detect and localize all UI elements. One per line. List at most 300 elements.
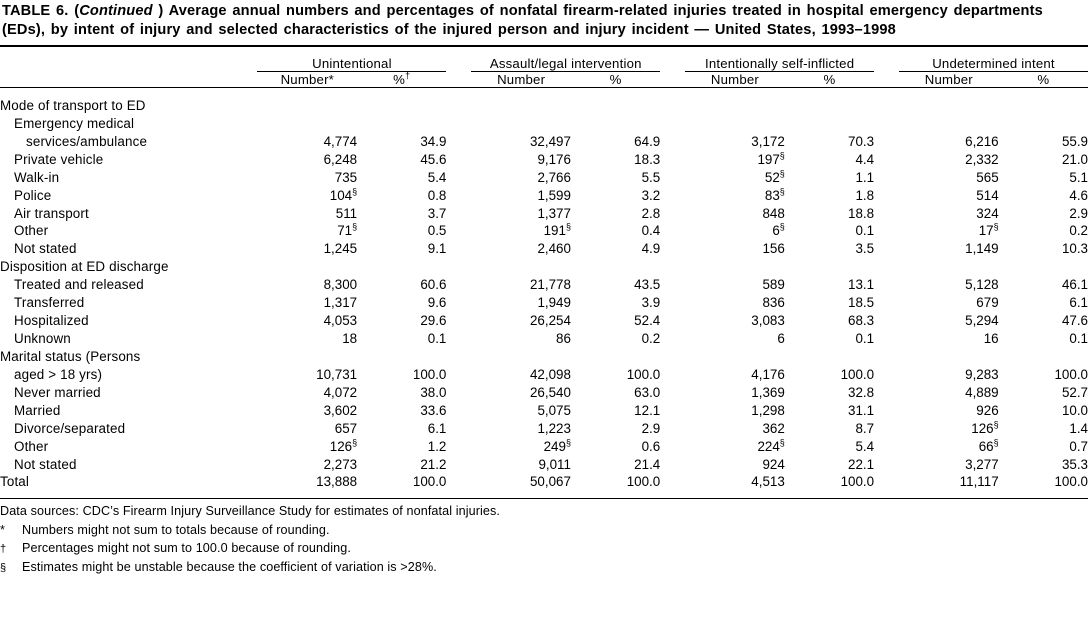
cell-percent-1: 29.6	[420, 313, 447, 329]
row-label: Emergency medical	[14, 115, 135, 131]
group-gap-3	[874, 56, 899, 72]
row-label: Police	[14, 187, 52, 203]
column-gap-1	[446, 133, 471, 151]
cell-percent-1: 38.0	[420, 385, 447, 401]
cell-percent-3: 4.4	[855, 151, 875, 167]
column-gap-3	[874, 420, 899, 438]
cell-number-1: 735	[334, 169, 358, 185]
cell-percent-1: 0.1	[427, 331, 447, 347]
footnote-text: Estimates might be unstable because the coefficient of variation is >28%.	[22, 560, 437, 575]
cell-number-3: 6	[777, 331, 785, 347]
table-row-label-cont	[0, 115, 1088, 133]
cell-number-1: 18	[342, 331, 358, 347]
column-gap-1	[446, 438, 471, 456]
cell-percent-2: 0.4	[641, 223, 661, 239]
column-gap-1	[446, 366, 471, 384]
cell-percent-4: 2.9	[1069, 205, 1088, 221]
column-gap-3	[874, 133, 899, 151]
cell-number-4: 514	[976, 187, 999, 203]
cell-number-2: 86	[556, 331, 571, 347]
cell-percent-3: 100.0	[840, 367, 875, 383]
total-label: Total	[0, 473, 30, 489]
column-gap-1	[446, 294, 471, 312]
cell-number-2: 26,254	[529, 313, 571, 329]
footnote-text: Percentages might not sum to 100.0 because of rounding.	[22, 541, 351, 556]
column-gap-1	[446, 276, 471, 294]
cell-number-3: 156	[762, 241, 785, 257]
cell-percent-3: 18.5	[848, 295, 875, 311]
cell-percent-2: 3.9	[641, 295, 661, 311]
cell-percent-2: 0.2	[641, 331, 661, 347]
cell-number-3: 197§	[757, 150, 785, 167]
column-gap-1	[446, 456, 471, 474]
row-label: Married	[14, 403, 61, 419]
column-gap-1	[446, 384, 471, 402]
column-gap-2	[660, 187, 685, 205]
column-gap-2	[660, 240, 685, 258]
footnote-marker: §	[993, 437, 999, 448]
cell-number-4: 3,277	[965, 456, 999, 472]
column-gap-2	[660, 312, 685, 330]
table-title-suffix: ) Average annual numbers and percentages of nonfatal firearm-related injuries treated in hospital emergency departments (EDs), by intent of injury and selected characteristics of the injured person and injury incident — United States, 1993–1998	[2, 3, 1043, 39]
row-label: Private vehicle	[14, 151, 104, 167]
cell-number-2: 9,176	[537, 151, 571, 167]
cell-number-4: 6,216	[965, 133, 999, 149]
col-header-number-3: Number	[710, 71, 760, 87]
footnote-marker: §	[779, 222, 785, 233]
cell-percent-3: 0.1	[855, 331, 875, 347]
cell-percent-3: 22.1	[848, 456, 875, 472]
column-gap-1	[446, 169, 471, 187]
table-row	[0, 456, 1088, 474]
column-gap-1	[446, 187, 471, 205]
cell-number-4: 1,149	[965, 241, 999, 257]
cell-number-2: 21,778	[529, 277, 571, 293]
column-gap-2	[660, 366, 685, 384]
cell-percent-3: 68.3	[848, 313, 875, 329]
footnote-marker: §	[993, 419, 999, 430]
footnote-marker: §	[352, 222, 358, 233]
row-label: Treated and released	[14, 277, 144, 293]
cell-percent-1: 9.6	[427, 295, 447, 311]
footnote-marker: §	[993, 222, 999, 233]
cell-percent-2: 2.9	[641, 420, 661, 436]
cell-percent-1: 21.2	[420, 456, 447, 472]
table-row	[0, 438, 1088, 456]
row-label: Divorce/separated	[14, 420, 126, 436]
column-gap-2	[660, 402, 685, 420]
cell-percent-2: 43.5	[634, 277, 661, 293]
cell-percent-1: 1.2	[427, 438, 447, 454]
cell-number-3: 1,369	[751, 385, 785, 401]
footnote-item	[0, 539, 1088, 558]
cell-number-2: 2,460	[537, 241, 571, 257]
section-heading-row-cont	[0, 366, 1088, 384]
section-heading-label-cont: aged > 18 yrs)	[14, 367, 103, 383]
cell-percent-2: 63.0	[634, 385, 661, 401]
cell-percent-4: 0.2	[1069, 223, 1088, 239]
cell-number-1: 4,774	[323, 133, 358, 149]
row-label: Unknown	[14, 331, 71, 347]
cell-percent-4: 10.3	[1061, 241, 1088, 257]
cell-number-1: 10,731	[316, 367, 358, 383]
cell-percent-3: 0.1	[855, 223, 875, 239]
group-header-row	[0, 56, 1088, 72]
footnote-text: Numbers might not sum to totals because of rounding.	[22, 523, 330, 538]
column-gap-2	[660, 205, 685, 223]
cell-number-3: 83§	[764, 186, 785, 203]
cell-percent-4: 10.0	[1061, 403, 1088, 419]
cell-number-4: 16	[983, 331, 999, 347]
row-label: Air transport	[14, 205, 89, 221]
cell-number-2: 1,223	[537, 420, 571, 436]
group-header-assault: Assault/legal intervention	[471, 56, 660, 72]
table-row	[0, 151, 1088, 169]
cell-number-1: 657	[334, 420, 358, 436]
column-gap-3	[874, 169, 899, 187]
cell-percent-4: 35.3	[1061, 456, 1088, 472]
cell-number-3: 52§	[764, 168, 785, 185]
cell-number-2: 2,766	[537, 169, 571, 185]
column-gap-2	[660, 276, 685, 294]
cell-percent-1: 9.1	[427, 241, 447, 257]
total-number-2: 50,067	[529, 473, 571, 489]
table-title-continued: Continued	[79, 3, 153, 19]
cell-percent-1: 0.5	[427, 223, 447, 239]
footnotes	[0, 499, 1088, 577]
column-gap-3	[874, 222, 899, 240]
cell-percent-1: 60.6	[420, 277, 447, 293]
sub-gap-2	[660, 71, 685, 87]
row-label: Walk-in	[14, 169, 60, 185]
cell-percent-4: 47.6	[1061, 313, 1088, 329]
table-row	[0, 187, 1088, 205]
column-gap-3	[874, 456, 899, 474]
cell-number-1: 1,245	[323, 241, 358, 257]
header-spacer	[0, 47, 1088, 56]
cell-number-1: 6,248	[323, 151, 358, 167]
cell-percent-3: 5.4	[855, 438, 875, 454]
cell-percent-4: 5.1	[1069, 169, 1088, 185]
cell-percent-3: 3.5	[855, 241, 875, 257]
cell-percent-1: 33.6	[420, 403, 447, 419]
cell-percent-1: 34.9	[420, 133, 447, 149]
cell-number-4: 4,889	[965, 385, 999, 401]
column-gap-2	[660, 330, 685, 348]
footnote-marker: §	[352, 186, 358, 197]
total-number-3: 4,513	[751, 473, 785, 489]
column-gap-2	[660, 151, 685, 169]
row-label: services/ambulance	[26, 133, 148, 149]
column-gap-2	[660, 169, 685, 187]
cell-percent-4: 6.1	[1069, 295, 1088, 311]
group-header-blank	[0, 56, 257, 72]
col-header-number-4: Number	[924, 71, 973, 87]
column-gap-2	[660, 294, 685, 312]
footnote-marker: §	[352, 437, 358, 448]
column-gap-3	[874, 312, 899, 330]
column-gap-1	[446, 402, 471, 420]
column-gap-2	[660, 420, 685, 438]
cell-number-3: 4,176	[751, 367, 785, 383]
row-label: Transferred	[14, 295, 85, 311]
column-gap-2	[660, 222, 685, 240]
cell-number-2: 42,098	[529, 367, 571, 383]
group-gap-1	[446, 56, 471, 72]
cell-percent-2: 64.9	[634, 133, 661, 149]
cell-number-1: 511	[335, 205, 358, 221]
cell-number-2: 249§	[543, 437, 571, 454]
cell-percent-2: 5.5	[641, 169, 661, 185]
table-row	[0, 133, 1088, 151]
total-spacer	[0, 489, 1088, 498]
cell-percent-1: 100.0	[412, 367, 447, 383]
column-gap-1	[446, 420, 471, 438]
total-number-1: 13,888	[316, 473, 358, 489]
cell-percent-3: 13.1	[848, 277, 875, 293]
col-header-number-2: Number	[497, 71, 546, 87]
section-heading-label: Marital status (Persons	[0, 349, 141, 365]
cell-percent-4: 52.7	[1061, 385, 1088, 401]
row-label: Other	[14, 438, 49, 454]
cell-number-4: 66§	[978, 437, 999, 454]
sub-header-blank	[0, 71, 257, 87]
cell-percent-1: 0.8	[427, 187, 447, 203]
cell-percent-4: 55.9	[1061, 133, 1088, 149]
column-gap-3	[874, 402, 899, 420]
cell-number-4: 5,128	[965, 277, 999, 293]
footnote-item	[0, 558, 1088, 577]
footnote-item	[0, 521, 1088, 539]
cell-percent-2: 21.4	[634, 456, 661, 472]
footnote-marker: §	[779, 150, 785, 161]
table-row	[0, 312, 1088, 330]
col-header-pct-1-dagger: †	[405, 70, 411, 81]
cell-percent-4: 100.0	[1054, 367, 1088, 383]
column-gap-3	[874, 366, 899, 384]
column-gap-3	[874, 240, 899, 258]
col-header-pct-4: %	[1037, 71, 1050, 87]
table-row	[0, 294, 1088, 312]
section-heading-label: Disposition at ED discharge	[0, 259, 169, 275]
cell-number-2: 5,075	[537, 403, 571, 419]
data-source-note: Data sources: CDC’s Firearm Injury Surveillance Study for estimates of nonfatal injuries.	[0, 503, 501, 518]
group-header-unintentional: Unintentional	[257, 56, 446, 72]
section-heading-row	[0, 348, 1088, 366]
column-gap-1	[446, 222, 471, 240]
cell-number-3: 362	[762, 420, 785, 436]
cell-number-3: 3,172	[751, 133, 785, 149]
column-gap-3	[874, 205, 899, 223]
cell-number-4: 679	[976, 295, 999, 311]
cell-number-3: 3,083	[751, 313, 785, 329]
col-header-pct-1-text: %	[393, 71, 406, 87]
cell-number-1: 4,072	[323, 385, 358, 401]
cell-number-1: 126§	[329, 437, 358, 454]
cell-percent-4: 1.4	[1069, 420, 1088, 436]
column-gap-2	[660, 438, 685, 456]
cell-number-4: 17§	[978, 222, 999, 239]
cell-percent-3: 18.8	[848, 205, 875, 221]
column-gap-3	[874, 438, 899, 456]
table-body	[0, 97, 1088, 498]
cell-percent-3: 31.1	[848, 403, 875, 419]
cell-percent-3: 70.3	[848, 133, 875, 149]
table-row	[0, 330, 1088, 348]
cell-percent-4: 0.1	[1069, 331, 1088, 347]
cell-number-4: 2,332	[965, 151, 999, 167]
cell-number-3: 924	[762, 456, 785, 472]
section-heading-row	[0, 258, 1088, 276]
cell-number-3: 224§	[757, 437, 785, 454]
section-heading-label: Mode of transport to ED	[0, 97, 146, 113]
cell-number-1: 8,300	[323, 277, 358, 293]
table-title	[0, 0, 1088, 44]
column-gap-3	[874, 474, 899, 489]
row-label: Not stated	[14, 456, 77, 472]
section-heading-row	[0, 97, 1088, 115]
table-row	[0, 384, 1088, 402]
group-header-self-inflicted: Intentionally self-inflicted	[685, 56, 874, 72]
cell-percent-3: 8.7	[855, 420, 875, 436]
cell-number-2: 26,540	[529, 385, 571, 401]
cell-number-1: 1,317	[323, 295, 358, 311]
footnote-mark: §	[0, 562, 7, 575]
cell-number-3: 589	[762, 277, 785, 293]
cell-percent-2: 18.3	[634, 151, 661, 167]
column-gap-1	[446, 312, 471, 330]
cell-percent-4: 21.0	[1061, 151, 1088, 167]
column-gap-2	[660, 474, 685, 489]
column-gap-2	[660, 384, 685, 402]
cell-number-1: 4,053	[323, 313, 358, 329]
col-header-pct-1	[357, 71, 446, 87]
footnote-mark: *	[0, 523, 6, 538]
total-percent-1: 100.0	[412, 473, 447, 489]
cell-number-1: 71§	[337, 222, 358, 239]
cell-number-2: 191§	[543, 222, 571, 239]
column-gap-1	[446, 240, 471, 258]
cell-number-4: 5,294	[965, 313, 999, 329]
total-percent-3: 100.0	[840, 473, 875, 489]
total-percent-4: 100.0	[1054, 473, 1088, 489]
group-gap-2	[660, 56, 685, 72]
cell-number-1: 104§	[329, 186, 358, 203]
col-header-number-1: Number*	[280, 71, 334, 87]
cell-percent-3: 32.8	[848, 385, 875, 401]
row-label: Never married	[14, 385, 101, 401]
footnote-mark: †	[0, 543, 7, 556]
cell-percent-1: 5.4	[427, 169, 447, 185]
body-spacer	[0, 88, 1088, 97]
column-gap-1	[446, 151, 471, 169]
cell-percent-2: 100.0	[626, 367, 661, 383]
cell-percent-3: 1.8	[855, 187, 875, 203]
col-header-pct-2: %	[609, 71, 622, 87]
cell-percent-2: 0.6	[641, 438, 661, 454]
cell-number-2: 32,497	[529, 133, 571, 149]
sub-gap-3	[874, 71, 899, 87]
total-number-4: 11,117	[959, 473, 999, 489]
table-title-prefix: TABLE 6. (	[2, 3, 80, 19]
footnote-marker: §	[779, 437, 785, 448]
total-percent-2: 100.0	[626, 473, 661, 489]
cell-number-3: 6§	[772, 222, 785, 239]
cell-percent-4: 0.7	[1069, 438, 1088, 454]
footnote-marker: §	[779, 186, 785, 197]
column-gap-3	[874, 330, 899, 348]
cell-percent-3: 1.1	[855, 169, 875, 185]
cell-percent-2: 12.1	[634, 403, 661, 419]
cell-number-4: 565	[976, 169, 999, 185]
column-gap-1	[446, 205, 471, 223]
cell-percent-2: 52.4	[634, 313, 661, 329]
cell-percent-1: 45.6	[420, 151, 447, 167]
column-gap-3	[874, 384, 899, 402]
footnote-list	[0, 521, 1088, 577]
column-gap-1	[446, 330, 471, 348]
column-gap-3	[874, 187, 899, 205]
column-gap-3	[874, 294, 899, 312]
cell-number-4: 324	[976, 205, 999, 221]
column-gap-2	[660, 133, 685, 151]
footnote-marker: §	[779, 168, 785, 179]
column-gap-3	[874, 276, 899, 294]
cell-number-3: 848	[762, 205, 785, 221]
cell-number-2: 9,011	[538, 456, 571, 472]
footnote-marker: §	[565, 222, 571, 233]
cell-percent-4: 4.6	[1069, 187, 1088, 203]
cell-percent-1: 6.1	[427, 420, 447, 436]
row-label: Not stated	[14, 241, 77, 257]
cell-percent-2: 3.2	[641, 187, 661, 203]
table-row	[0, 276, 1088, 294]
cell-percent-1: 3.7	[427, 205, 447, 221]
table-row	[0, 222, 1088, 240]
cell-percent-4: 46.1	[1061, 277, 1088, 293]
table-row	[0, 420, 1088, 438]
cell-number-1: 2,273	[323, 456, 358, 472]
row-label: Other	[14, 223, 49, 239]
footnote-marker: §	[565, 437, 571, 448]
sub-header-row	[0, 71, 1088, 87]
column-gap-1	[446, 474, 471, 489]
cell-number-4: 926	[976, 403, 999, 419]
cell-number-2: 1,377	[537, 205, 571, 221]
col-header-pct-3: %	[823, 71, 836, 87]
data-table	[0, 47, 1088, 498]
total-row	[0, 474, 1088, 489]
column-gap-3	[874, 151, 899, 169]
cell-percent-2: 4.9	[641, 241, 661, 257]
table-row	[0, 402, 1088, 420]
cell-number-3: 836	[762, 295, 785, 311]
sub-gap-1	[446, 71, 471, 87]
table-row	[0, 169, 1088, 187]
cell-number-4: 126§	[971, 419, 999, 436]
cell-percent-2: 2.8	[641, 205, 661, 221]
cell-number-1: 3,602	[323, 403, 358, 419]
cell-number-4: 9,283	[965, 367, 999, 383]
group-header-undetermined: Undetermined intent	[899, 56, 1088, 72]
column-gap-2	[660, 456, 685, 474]
table-row	[0, 205, 1088, 223]
cell-number-2: 1,949	[537, 295, 571, 311]
table-row	[0, 240, 1088, 258]
cell-number-2: 1,599	[537, 187, 571, 203]
row-label: Hospitalized	[14, 313, 89, 329]
cell-number-3: 1,298	[751, 403, 785, 419]
